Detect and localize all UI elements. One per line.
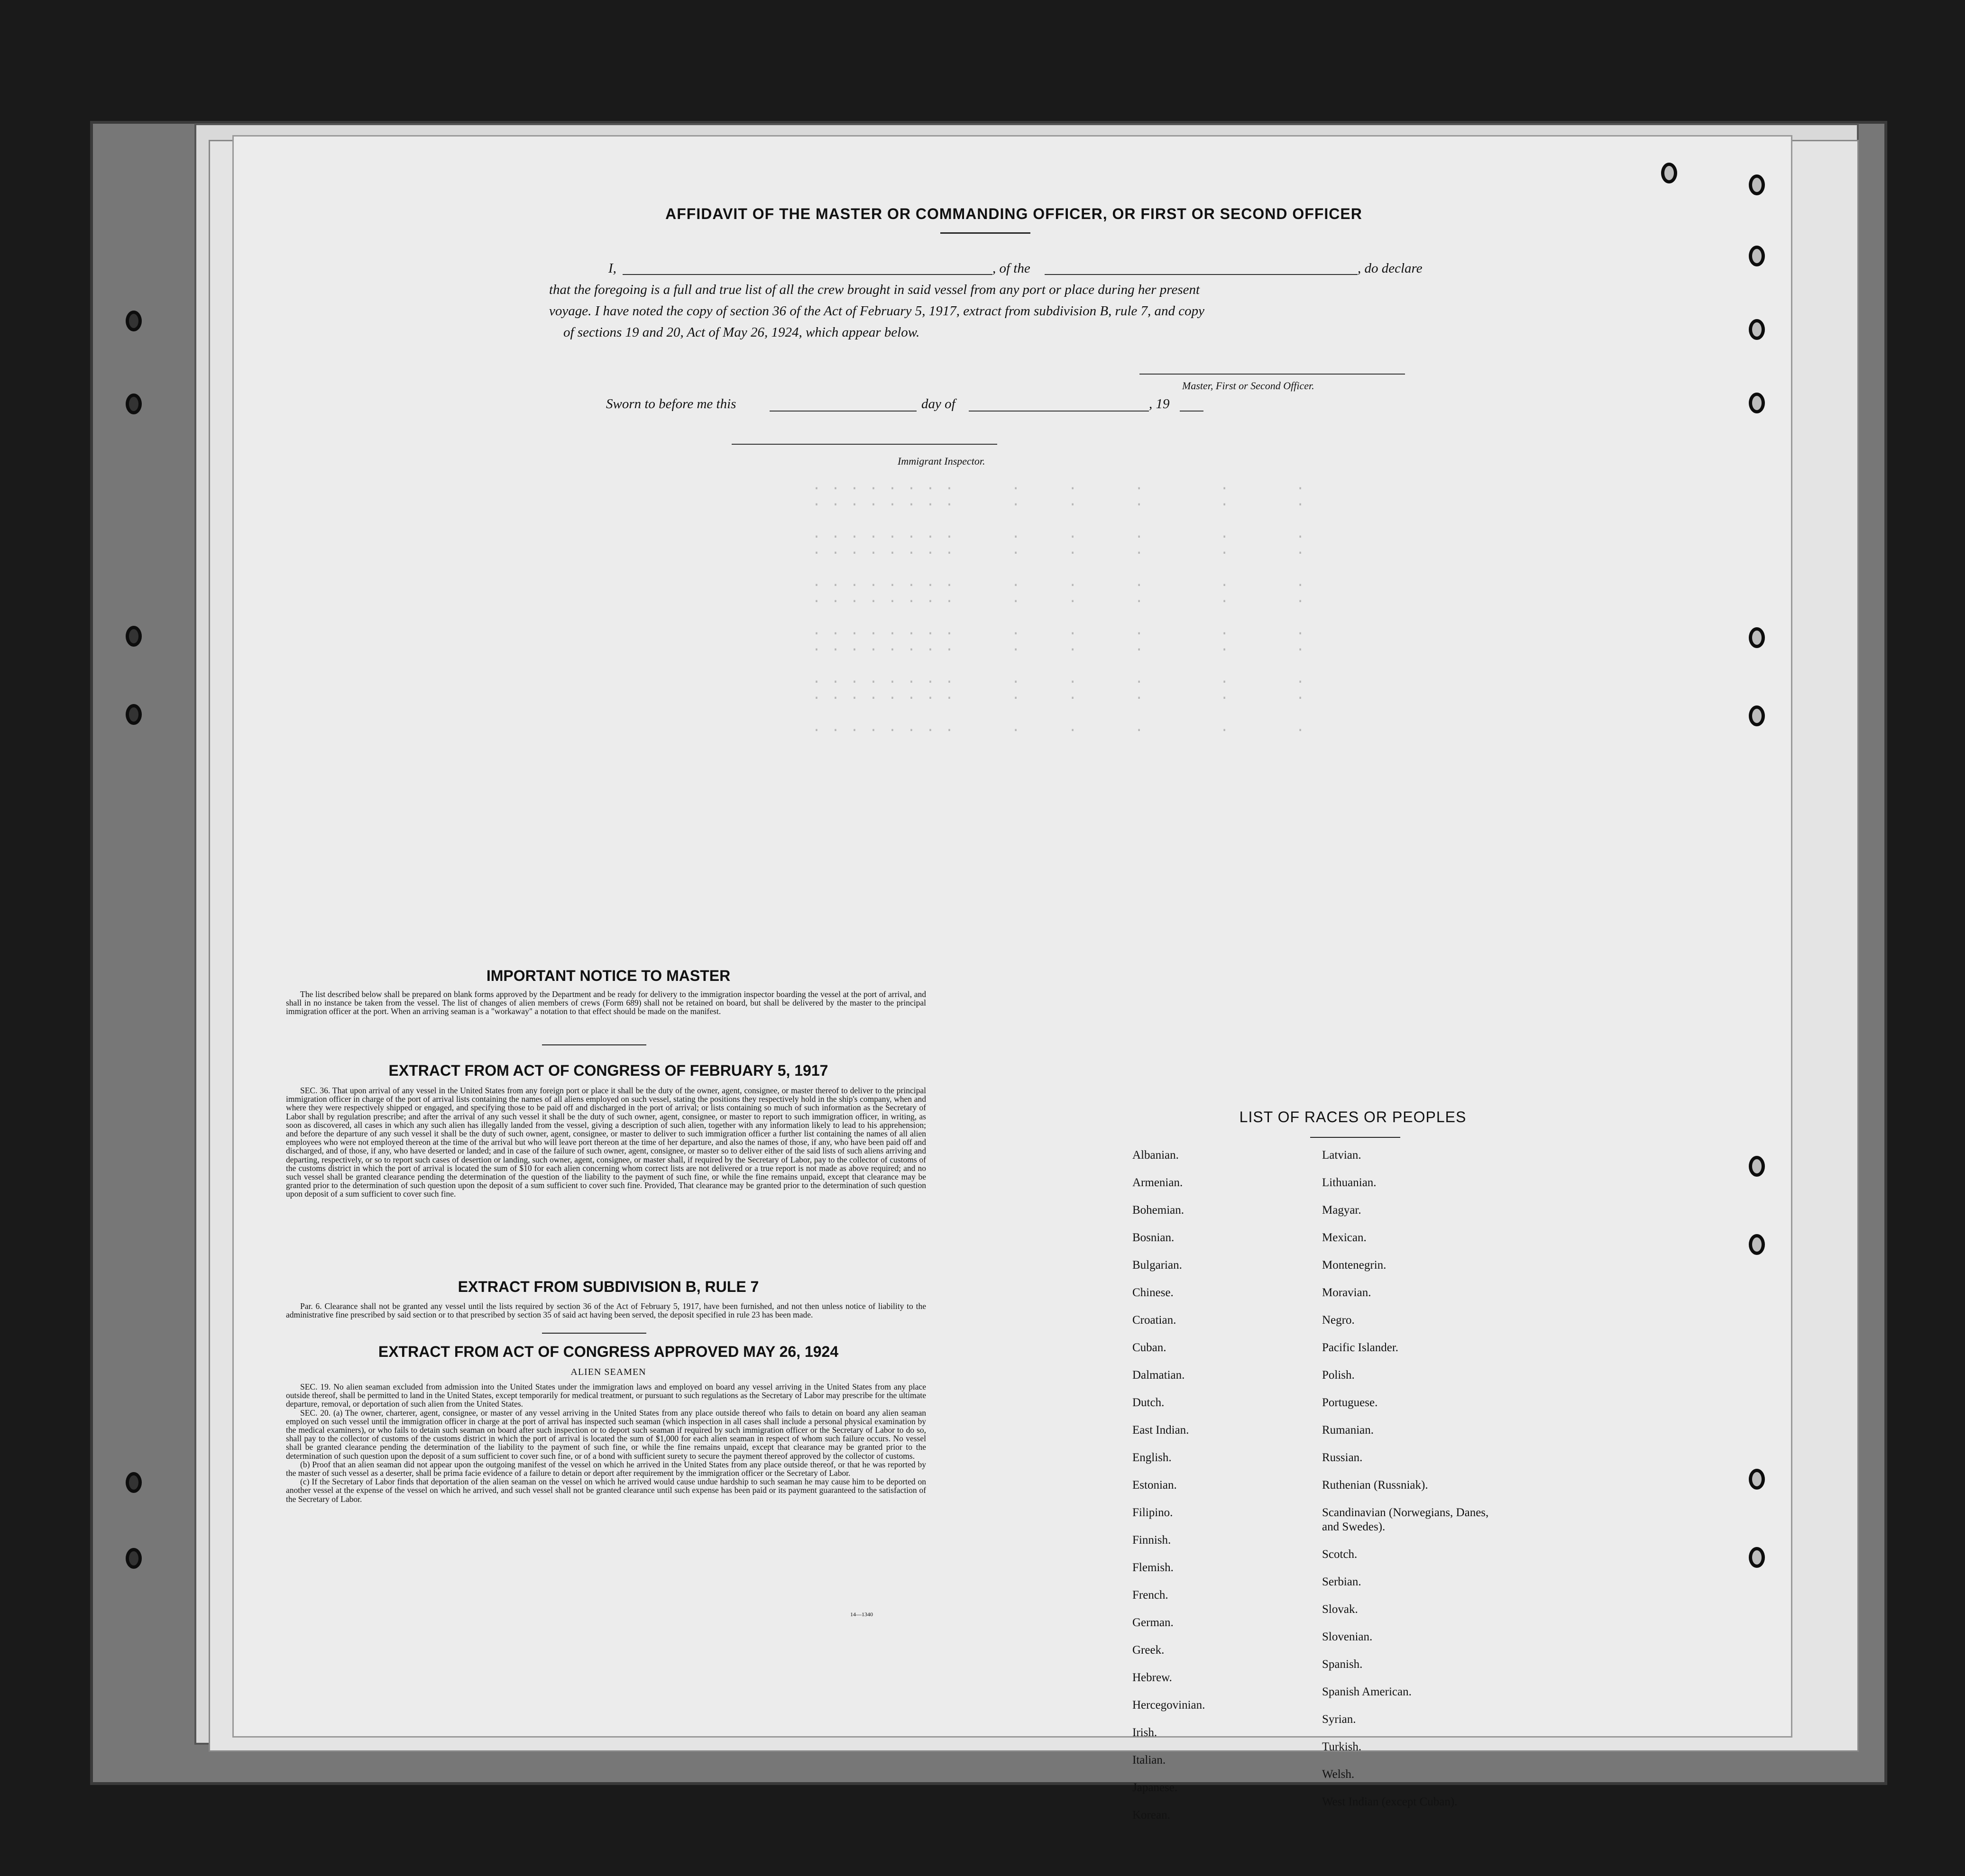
binder-hole-icon <box>126 1548 142 1569</box>
race-item: Ruthenian (Russniak). <box>1322 1479 1428 1492</box>
sec-20c-text: (c) If the Secretary of Labor finds that deportation of the alien seaman on the vessel on which he arrived would cause undue hardship to such seaman he may cause him to be deported on another vessel at the expense of the vessel on which he arrived, and such vessel shall not be granted clearance until such expense has been paid or its payment guaranteed to the satisfaction of the Secretary of Labor. <box>286 1477 926 1504</box>
race-item: Greek. <box>1132 1644 1165 1656</box>
sworn-prefix: Sworn to before me this <box>606 396 736 412</box>
binder-hole-icon <box>126 626 142 647</box>
inspector-label: Immigrant Inspector. <box>898 455 985 467</box>
race-item: French. <box>1132 1589 1168 1601</box>
declaration-line-3: voyage. I have noted the copy of section 36 of the Act of February 5, 1917, extract from subdivision B, rule 7, and copy <box>549 303 1205 319</box>
race-item: Italian. <box>1132 1754 1166 1766</box>
sec-19-text: SEC. 19. No alien seaman excluded from admission into the United States under the immigration laws and employed on board any vessel arriving in the United States from any place outside thereof, shall be permitted to land in the United States, except temporarily for medical treatment, or pursuant to such regulations as the Secretary of Labor may prescribe for the ultimate departure, removal, or deportation of such alien from the United States. <box>286 1382 926 1409</box>
signature-line[interactable] <box>1139 374 1405 375</box>
race-item: Pacific Islander. <box>1322 1341 1399 1354</box>
race-item: West Indian (except Cuban). <box>1322 1795 1458 1808</box>
notice-title: IMPORTANT NOTICE TO MASTER <box>486 967 731 984</box>
bleed-through-text: . . . . . . . . . . . . . . . . . . . . . . . . . . . . . . . . . . . . . . . . . . . . . . . . . . . . . . . . . . . . . . . . . . . . . . . . . . . . . . . . . . . . . . . . . . . . . . . . . . . . . . . . . . . . . . . . . . . . . . . . . . . . . . . . . . . . . . . . . . . . . . . <box>812 478 1306 736</box>
race-item: Albanian. <box>1132 1149 1179 1162</box>
race-item: Rumanian. <box>1322 1424 1374 1437</box>
affidavit-title: AFFIDAVIT OF THE MASTER OR COMMANDING OFFICER, OR FIRST OR SECOND OFFICER <box>665 205 1362 222</box>
race-item: Hercegovinian. <box>1132 1699 1205 1711</box>
subdivision-b-title: EXTRACT FROM SUBDIVISION B, RULE 7 <box>458 1278 759 1295</box>
race-item: German. <box>1132 1616 1174 1629</box>
race-item: Bohemian. <box>1132 1204 1185 1217</box>
page-hole-icon <box>1749 627 1765 648</box>
race-item: Mexican. <box>1322 1231 1367 1244</box>
extract-1917-title: EXTRACT FROM ACT OF CONGRESS OF FEBRUARY 5, 1917 <box>388 1062 828 1079</box>
race-item: Scandinavian (Norwegians, Danes, and Swedes). <box>1322 1506 1489 1533</box>
races-list-right <box>1322 1142 1507 1816</box>
race-item: Flemish. <box>1132 1561 1174 1574</box>
race-item: Armenian. <box>1132 1176 1183 1189</box>
sworn-year-line[interactable] <box>1180 411 1203 412</box>
page-hole-icon <box>1749 705 1765 726</box>
form-number: 14—1340 <box>850 1611 873 1618</box>
extract-1917-body: SEC. 36. That upon arrival of any vessel in the United States from any foreign port or place it shall be the duty of the owner, agent, consignee, or master thereof to deliver to the principal immigration officer in charge of the port of arrival lists containing the names of all aliens employed on such vessel, stating the positions they respectively hold in the ship's company, when and where they were respectively shipped or engaged, and specifying those to be paid off and discharged in the port of arrival; or lists containing so much of such information as the Secretary of Labor shall by regulation prescribe; and after the arrival of any such vessel it shall be the duty of such owner, agent, consignee, or master to report to such immigration officer, in writing, as soon as discovered, all cases in which any such alien has illegally landed from the vessel, giving a description of such alien, together with any information likely to lead to his apprehension; and before the departure of any such vessel it shall be the duty of such owner, agent, consignee, or master to deliver to such immigration officer a further list containing the names of all alien employees who were not employed thereon at the time of the arrival but who will leave port thereon at the time of her departure, and also the names of those, if any, who have been paid off and discharged, and of those, if any, who have deserted or landed; and in case of the failure of such owner, agent, consignee, or master so to deliver either of the said lists of such aliens arriving and departing, respectively, or so to report such cases of desertion or landing, such owner, agent, consignee, or master shall, if required by the Secretary of Labor, pay to the collector of customs of the customs district in which the port of arrival is located the sum of $10 for each alien concerning whom correct lists are not delivered or a true report is not made as above required; and no such vessel shall be granted clearance pending the determination of the question of the liability to the payment of such fine, or while the fine remains unpaid, except that clearance may be granted prior to the determination of such question upon the deposit of a sum sufficient to cover such fine. Provided, That clearance may be granted prior to the determination of such question upon deposit of a sum sufficient to cover such fine. <box>286 1086 926 1199</box>
sworn-day-of: day of <box>921 396 955 412</box>
race-item: Japanese. <box>1132 1781 1178 1794</box>
race-item: Croatian. <box>1132 1314 1176 1327</box>
races-title: LIST OF RACES OR PEOPLES <box>1239 1108 1467 1126</box>
page-hole-icon <box>1749 393 1765 413</box>
page-hole-icon <box>1749 1469 1765 1490</box>
sec-20a-text: SEC. 20. (a) The owner, charterer, agent, consignee, or master of any vessel arriving in the United States from any place outside thereof who fails to detain on board any alien seaman employed on such vessel until the immigration officer in charge at the port of arrival has inspected such seaman (which inspection in all cases shall include a personal physical examination by the medical examiners), or who fails to detain such seaman on board after such inspection or to deport such seaman if required by such immigration officer or the Secretary of Labor to do so, shall pay to the collector of customs of the customs district in which the port of arrival is located the sum of $1,000 for each alien seaman in respect of whom such failure occurs. No vessel shall be granted clearance pending the determination of the liability to the payment of such fine, or while the fine remains unpaid, except that clearance may be granted prior to the determination of such question upon the deposit of a sum sufficient to cover such fine, or of a bond with sufficient surety to secure the payment thereof approved by the collector of customs. <box>286 1408 926 1461</box>
races-title-divider <box>1310 1137 1400 1138</box>
title-divider <box>940 232 1030 234</box>
declaration-i: I, <box>608 261 616 276</box>
race-item: Moravian. <box>1322 1286 1371 1299</box>
subdivision-b-body: Par. 6. Clearance shall not be granted any vessel until the lists required by section 36 of the Act of February 5, 1917, have been furnished, and not then unless notice of liability to the administrative fine prescribed by said section or to that prescribed by section 35 of said act having been served, the deposit specified in rule 23 has been made. <box>286 1301 926 1320</box>
race-item: Syrian. <box>1322 1713 1356 1726</box>
sworn-month-line[interactable] <box>969 411 1149 412</box>
signature-label: Master, First or Second Officer. <box>1182 380 1314 392</box>
page-hole-icon <box>1749 319 1765 340</box>
sec-20b-text: (b) Proof that an alien seaman did not appear upon the outgoing manifest of the vessel on which he arrived in the United States from any place outside thereof, or that he was reported by the master of such vessel as a deserter, shall be prima facie evidence of a failure to detain or deport after requirement by the immigration officer or the Secretary of Labor. <box>286 1459 926 1478</box>
inspector-signature-line[interactable] <box>732 444 997 445</box>
race-item: Welsh. <box>1322 1768 1355 1781</box>
alien-seamen-subtitle: ALIEN SEAMEN <box>570 1367 646 1377</box>
race-item: Dutch. <box>1132 1396 1165 1409</box>
declaration-of-the: , of the <box>992 261 1030 276</box>
race-item: Korean. <box>1132 1809 1170 1821</box>
section-divider <box>542 1044 646 1045</box>
race-item: Montenegrin. <box>1322 1259 1387 1272</box>
race-item: Estonian. <box>1132 1479 1177 1492</box>
race-item: Magyar. <box>1322 1204 1361 1217</box>
race-item: Serbian. <box>1322 1575 1361 1588</box>
races-list-left <box>1132 1142 1322 1829</box>
race-item: Chinese. <box>1132 1286 1174 1299</box>
race-item: English. <box>1132 1451 1172 1464</box>
page-hole-icon <box>1661 163 1677 183</box>
extract-1924-title: EXTRACT FROM ACT OF CONGRESS APPROVED MAY 26, 1924 <box>378 1343 839 1360</box>
race-item: Hebrew. <box>1132 1671 1172 1684</box>
binder-hole-icon <box>126 311 142 331</box>
declaration-do-declare: , do declare <box>1358 261 1423 276</box>
race-item: Turkish. <box>1322 1740 1362 1753</box>
vessel-field-line[interactable] <box>1045 274 1358 275</box>
race-item: Latvian. <box>1322 1149 1361 1162</box>
page-hole-icon <box>1749 246 1765 266</box>
race-item: Polish. <box>1322 1369 1355 1382</box>
race-item: Dalmatian. <box>1132 1369 1185 1382</box>
binder-hole-icon <box>126 394 142 414</box>
race-item: Slovenian. <box>1322 1630 1373 1643</box>
race-item: Spanish. <box>1322 1658 1363 1671</box>
declaration-line-4: of sections 19 and 20, Act of May 26, 1924, which appear below. <box>563 325 920 340</box>
race-item: Spanish American. <box>1322 1685 1412 1698</box>
race-item: Scotch. <box>1322 1548 1358 1561</box>
race-item: Bulgarian. <box>1132 1259 1182 1272</box>
race-item: Lithuanian. <box>1322 1176 1377 1189</box>
declaration-line-2: that the foregoing is a full and true list of all the crew brought in said vessel from any port or place during her present <box>549 282 1200 297</box>
page-hole-icon <box>1749 174 1765 195</box>
race-item: Russian. <box>1322 1451 1363 1464</box>
affidavit-page <box>232 135 1792 1821</box>
race-item: Portuguese. <box>1322 1396 1378 1409</box>
extract-1924-body <box>286 1382 926 1503</box>
page-hole-icon <box>1749 1234 1765 1255</box>
sworn-day-line[interactable] <box>770 411 917 412</box>
race-item: Finnish. <box>1132 1534 1171 1547</box>
section-divider <box>542 1333 646 1334</box>
race-item: Irish. <box>1132 1726 1157 1739</box>
binder-hole-icon <box>126 704 142 725</box>
race-item: Bosnian. <box>1132 1231 1175 1244</box>
race-item: Negro. <box>1322 1314 1355 1327</box>
binder-hole-icon <box>126 1472 142 1493</box>
notice-body: The list described below shall be prepared on blank forms approved by the Department and be ready for delivery to the immigration inspector boarding the vessel at the port of arrival, and shall in no instance be taken from the vessel. The list of changes of alien members of crews (Form 689) shall not be retained on board, but shall be delivered by the master to the principal immigration officer at the port. When an arriving seaman is a "workaway" a notation to that effect should be made on the manifest. <box>286 989 926 1016</box>
page-hole-icon <box>1749 1156 1765 1177</box>
sworn-year: , 19 <box>1149 396 1170 412</box>
name-field-line[interactable] <box>623 274 992 275</box>
race-item: Slovak. <box>1322 1603 1358 1616</box>
page-hole-icon <box>1749 1547 1765 1568</box>
race-item: East Indian. <box>1132 1424 1189 1437</box>
race-item: Filipino. <box>1132 1506 1173 1519</box>
race-item: Cuban. <box>1132 1341 1166 1354</box>
